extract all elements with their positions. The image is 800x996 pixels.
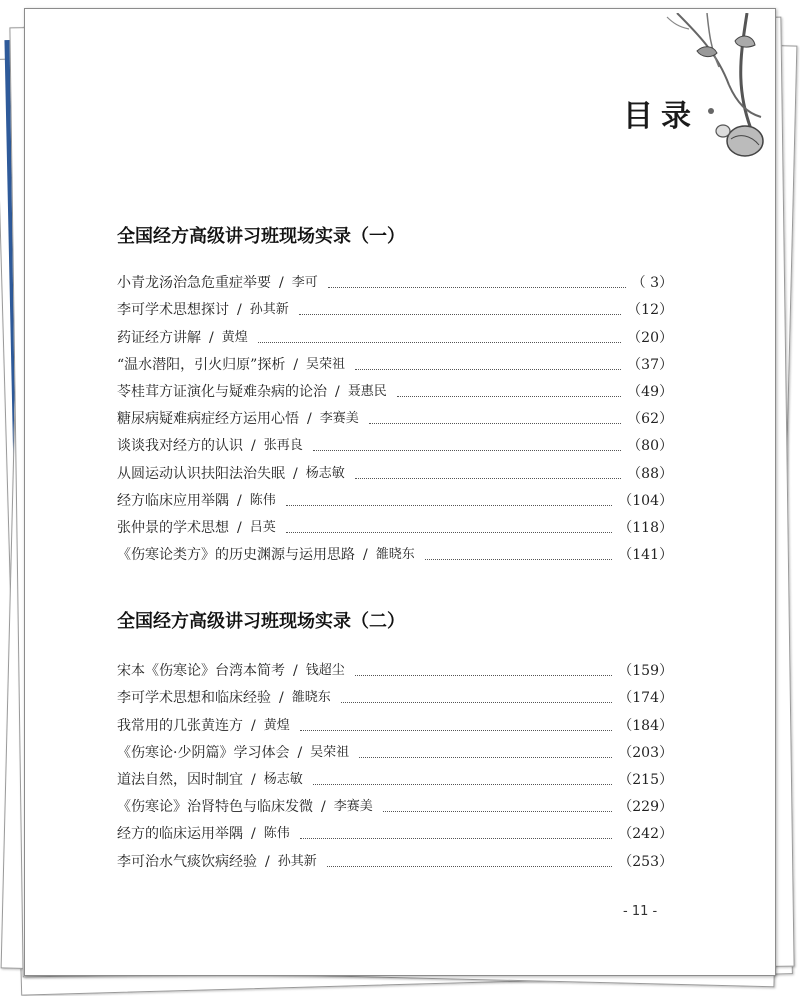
- toc-list-1: [117, 265, 673, 564]
- toc-entry[interactable]: 我常用的几张黄连方 / 黄煌 （184）: [117, 717, 673, 734]
- toc-entry[interactable]: 小青龙汤治急危重症举要 / 李可 （ 3）: [117, 275, 673, 292]
- toc-entry[interactable]: 李可学术思想和临床经验 / 雒晓东 （174）: [117, 690, 673, 707]
- page-title: 目录: [623, 99, 699, 134]
- toc-entry[interactable]: 宋本《伤寒论》台湾本简考 / 钱超尘 （159）: [117, 663, 673, 680]
- toc-entry[interactable]: 谈谈我对经方的认识 / 张再良 （80）: [117, 438, 673, 455]
- page-number: - 11 -: [623, 904, 658, 919]
- section-title-2: 全国经方高级讲习班现场实录（二）: [117, 611, 405, 632]
- toc-page: [24, 8, 776, 976]
- toc-entry[interactable]: 糖尿病疑难病症经方运用心悟 / 李赛美 （62）: [117, 411, 673, 428]
- toc-entry[interactable]: 《伤寒论》治肾特色与临床发微 / 李赛美 （229）: [117, 799, 673, 816]
- toc-entry[interactable]: 《伤寒论·少阴篇》学习体会 / 吴荣祖 （203）: [117, 744, 673, 761]
- toc-entry[interactable]: “温水潜阳，引火归原”探析 / 吴荣祖 （37）: [117, 356, 673, 373]
- toc-entry[interactable]: 从圆运动认识扶阳法治失眠 / 杨志敏 （88）: [117, 465, 673, 482]
- toc-entry[interactable]: 张仲景的学术思想 / 吕英 （118）: [117, 519, 673, 536]
- toc-entry[interactable]: 苓桂茸方证演化与疑难杂病的论治 / 聂惠民 （49）: [117, 383, 673, 400]
- toc-entry[interactable]: 李可治水气痰饮病经验 / 孙其新 （253）: [117, 853, 673, 870]
- toc-entry[interactable]: 经方临床应用举隅 / 陈伟 （104）: [117, 492, 673, 509]
- toc-entry[interactable]: 李可学术思想探讨 / 孙其新 （12）: [117, 302, 673, 319]
- toc-entry[interactable]: 《伤寒论类方》的历史渊源与运用思路 / 雒晓东 （141）: [117, 547, 673, 564]
- toc-entry[interactable]: 道法自然，因时制宜 / 杨志敏 （215）: [117, 771, 673, 788]
- section-title-1: 全国经方高级讲习班现场实录（一）: [117, 226, 405, 247]
- toc-entry[interactable]: 药证经方讲解 / 黄煌 （20）: [117, 329, 673, 346]
- toc-entry[interactable]: 经方的临床运用举隅 / 陈伟 （242）: [117, 826, 673, 843]
- toc-list-2: [117, 653, 673, 871]
